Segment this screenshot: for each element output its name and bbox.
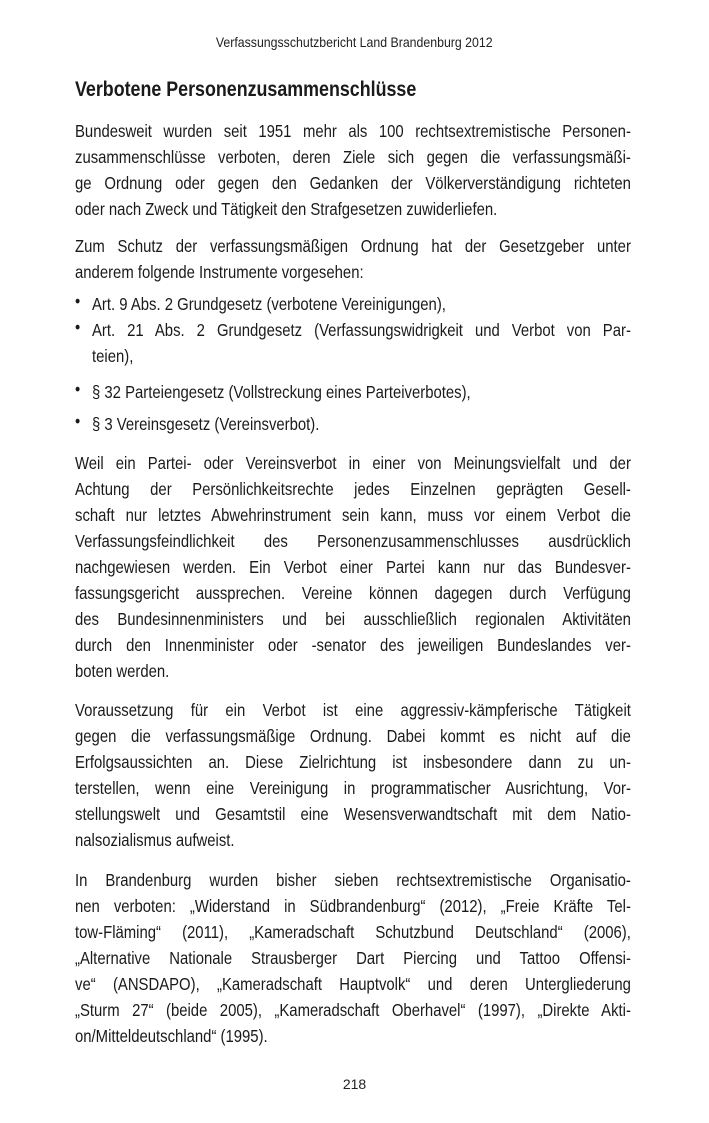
text-line: boten werden. xyxy=(75,661,170,681)
text-line: „Sturm 27“ (beide 2005), „Kameradschaft Oberhavel“ (1997), „Direkte Akti- xyxy=(75,1000,631,1020)
bullet-item xyxy=(75,379,631,405)
paragraph xyxy=(75,697,631,853)
text-line: § 3 Vereinsgesetz (Vereinsverbot). xyxy=(92,414,320,434)
text-line: „Alternative Nationale Strausberger Dart Piercing und Tattoo Offensi- xyxy=(75,948,631,968)
running-header-text: Verfassungsschutzbericht Land Brandenburg 2012 xyxy=(216,34,493,50)
text-line: stellungswelt und Gesamtstil eine Wesensverwandtschaft mit dem Natio- xyxy=(75,804,631,824)
text-line: durch den Innenminister oder -senator des jeweiligen Bundeslandes ver- xyxy=(75,635,631,655)
text-line: nachgewiesen werden. Ein Verbot einer Partei kann nur das Bundesver- xyxy=(75,557,631,577)
text-line: des Bundesinnenministers und bei ausschließlich regionalen Aktivitäten xyxy=(75,609,631,629)
text-line: Voraussetzung für ein Verbot ist eine aggressiv-kämpferische Tätigkeit xyxy=(75,700,631,720)
paragraph xyxy=(75,118,631,222)
text-line: Verfassungsfeindlichkeit des Personenzusammenschlusses ausdrücklich xyxy=(75,531,631,551)
bullet-icon: • xyxy=(75,317,81,337)
text-line: Achtung der Persönlichkeitsrechte jedes Einzelnen geprägten Gesell- xyxy=(75,479,631,499)
text-line: ge Ordnung oder gegen den Gedanken der Völkerverständigung richteten xyxy=(75,173,631,193)
bullet-item xyxy=(75,411,631,437)
text-line: Weil ein Partei- oder Vereinsverbot in einer von Meinungsvielfalt und der xyxy=(75,453,631,473)
text-line: In Brandenburg wurden bisher sieben rechtsextremistische Organisatio- xyxy=(75,870,631,890)
text-line: terstellen, wenn eine Vereinigung in programmatischer Ausrichtung, Vor- xyxy=(75,778,631,798)
text-line: tow-Fläming“ (2011), „Kameradschaft Schutzbund Deutschland“ (2006), xyxy=(75,922,631,942)
text-line: anderem folgende Instrumente vorgesehen: xyxy=(75,262,364,282)
text-line: § 32 Parteiengesetz (Vollstreckung eines Parteiverbotes), xyxy=(92,382,471,402)
paragraph xyxy=(75,233,631,285)
text-line: fassungsgericht aussprechen. Vereine können dagegen durch Verfügung xyxy=(75,583,631,603)
page-number: 218 xyxy=(342,1076,367,1092)
text-line: nalsozialismus aufweist. xyxy=(75,830,235,850)
text-line: Bundesweit wurden seit 1951 mehr als 100 rechtsextremistische Personen- xyxy=(75,121,631,141)
text-line: Art. 9 Abs. 2 Grundgesetz (verbotene Vereinigungen), xyxy=(92,294,446,314)
paragraph xyxy=(75,867,631,1049)
text-line: oder nach Zweck und Tätigkeit den Strafgesetzen zuwiderliefen. xyxy=(75,199,498,219)
text-line: teien), xyxy=(92,346,134,366)
text-line: zusammenschlüsse verboten, deren Ziele sich gegen die verfassungsmäßi- xyxy=(75,147,631,167)
text-line: Erfolgsaussichten an. Diese Zielrichtung ist insbesondere dann zu un- xyxy=(75,752,631,772)
bullet-item xyxy=(75,317,631,369)
running-header xyxy=(0,34,709,50)
text-line: nen verboten: „Widerstand in Südbrandenburg“ (2012), „Freie Kräfte Tel- xyxy=(75,896,631,916)
text-line: schaft nur letztes Abwehrinstrument sein kann, muss vor einem Verbot die xyxy=(75,505,631,525)
bullet-icon: • xyxy=(75,291,81,311)
section-title: Verbotene Personenzusammenschlüsse xyxy=(75,78,417,101)
text-line: Art. 21 Abs. 2 Grundgesetz (Verfassungswidrigkeit und Verbot von Par- xyxy=(92,320,631,340)
text-line: Zum Schutz der verfassungsmäßigen Ordnung hat der Gesetzgeber unter xyxy=(75,236,631,256)
text-line: on/Mitteldeutschland“ (1995). xyxy=(75,1026,268,1046)
paragraph xyxy=(75,450,631,684)
text-line: gegen die verfassungsmäßige Ordnung. Dabei kommt es nicht auf die xyxy=(75,726,631,746)
bullet-item xyxy=(75,291,631,317)
bullet-icon: • xyxy=(75,379,81,399)
bullet-icon: • xyxy=(75,411,81,431)
text-line: ve“ (ANSDAPO), „Kameradschaft Hauptvolk“ und deren Untergliederung xyxy=(75,974,631,994)
